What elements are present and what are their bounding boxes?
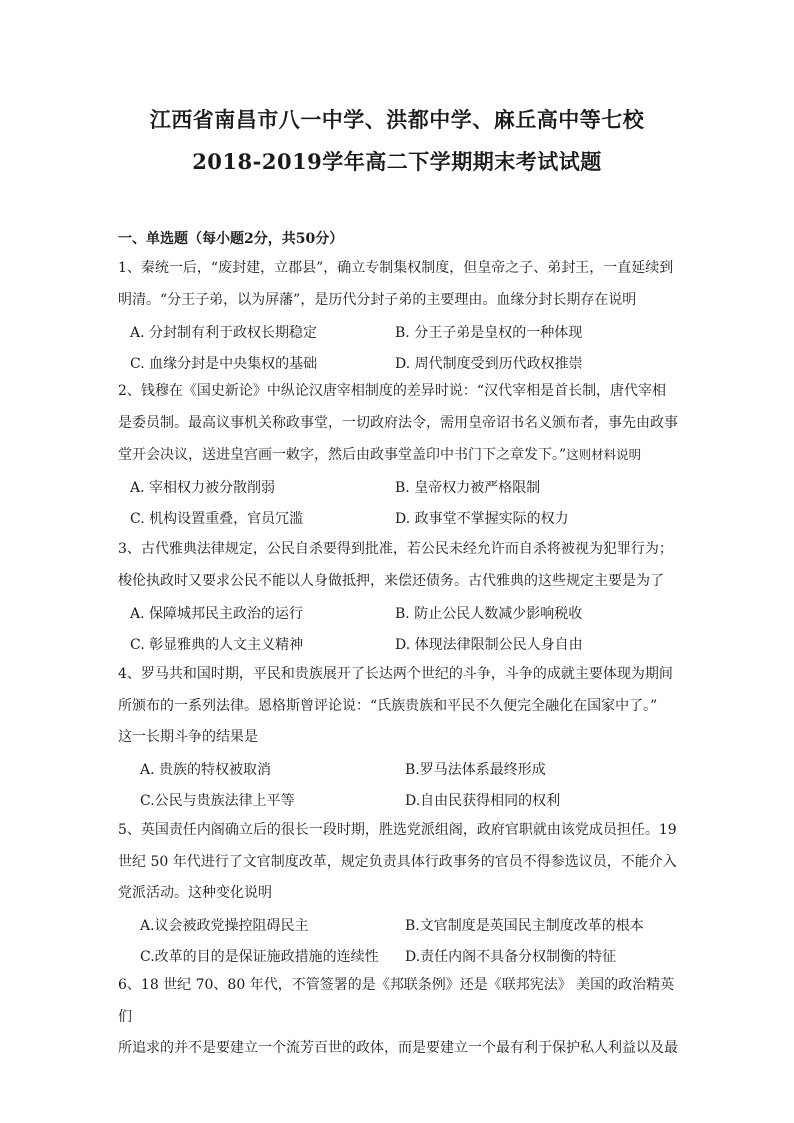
question-1 [118,253,678,316]
exam-title-line1: 江西省南昌市八一中学、洪都中学、麻丘高中等七校 [149,107,645,132]
option-c[interactable]: C.公民与贵族法律上平等 [140,793,295,810]
question-line: 2、钱穆在《国史新论》中纵论汉唐宰相制度的差异时说：“汉代宰相是首长制，唐代宰相 [118,383,667,399]
question-line: 党派活动。这种变化说明 [118,885,272,901]
question-line: 世纪 50 年代进行了文官制度改革，规定负责具体行政事务的官员不得参选议员，不能介入 [118,853,677,870]
option-d[interactable]: D.责任内阁不具备分权制衡的特征 [405,949,617,966]
option-b[interactable]: B. 皇帝权力被严格限制 [395,479,541,496]
option-a[interactable]: A. 贵族的特权被取消 [140,761,272,778]
option-c[interactable]: C. 血缘分封是中央集权的基础 [130,356,318,373]
question-2-options [130,471,690,534]
question-line: 这一长期斗争的结果是 [118,729,258,745]
question-line: 明清。“分王子弟，以为屏藩”，是历代分封子弟的主要理由。血缘分封长期存在说明 [118,291,637,308]
question-line-note: 这则材料说明 [566,447,642,462]
option-b[interactable]: B.罗马法体系最终形成 [405,761,546,778]
question-5-options [140,909,700,972]
exam-title-line2: 2018-2019学年高二下学期期末考试试题 [192,149,602,174]
question-line: 是委员制。最高议事机关称政事堂，一切政府法令，需用皇帝诏书名义颁布者，事先由政事 [118,414,678,431]
option-d[interactable]: D. 政事堂不掌握实际的权力 [395,511,569,528]
option-a[interactable]: A. 保障城邦民主政治的运行 [130,605,304,622]
question-3-options [130,597,690,660]
question-2 [118,376,678,472]
question-4-options [140,753,700,816]
section-heading: 一、单选题（每小题2分，共50分） [118,231,344,247]
option-a[interactable]: A. 宰相权力被分散削弱 [130,479,276,496]
option-b[interactable]: B.文官制度是英国民主制度改革的根本 [405,917,644,934]
option-a[interactable]: A.议会被政党操控阻碍民主 [140,917,309,934]
option-d[interactable]: D.自由民获得相同的权利 [405,793,561,810]
question-line: 1、秦统一后，“废封建，立郡县”，确立专制集权制度，但皇帝之子、弟封王，一直延续到 [118,260,674,276]
question-6 [118,970,678,1065]
option-b[interactable]: B. 防止公民人数减少影响税收 [395,605,583,622]
question-line: 梭伦执政时又要求公民不能以人身做抵押，来偿还债务。古代雅典的这些规定主要是为了 [118,572,664,589]
question-line: 所追求的并不是要建立一个流芳百世的政体，而是要建立一个最有利于保护私人利益以及最 [118,1040,678,1056]
option-a[interactable]: A. 分封制有利于政权长期稳定 [130,324,318,341]
question-5 [118,815,678,910]
question-4 [118,659,678,754]
question-3 [118,534,678,597]
option-b[interactable]: B. 分王子弟是皇权的一种体现 [395,324,583,341]
question-line: 3、古代雅典法律规定，公民自杀要得到批准，若公民未经允许而自杀将被视为犯罪行为； [118,541,673,557]
option-d[interactable]: D. 体现法律限制公民人身自由 [395,637,583,654]
question-1-options [130,316,690,379]
question-line: 6、18 世纪 70、80 年代，不管签署的是《邦联条例》还是《联邦宪法》 美国的政治精英们 [118,977,675,1025]
question-line: 4、罗马共和国时期，平民和贵族展开了长达两个世纪的斗争，斗争的成就主要体现为期间 [118,666,673,682]
question-line-main: 堂开会决议，送进皇宫画一敕字，然后由政事堂盖印中书门下之章发下。” [118,447,567,463]
question-line: 5、英国责任内阁确立后的很长一段时期，胜选党派组阁，政府官职就由该党成员担任。19 [118,822,677,838]
option-c[interactable]: C. 彰显雅典的人文主义精神 [130,637,304,654]
question-line: 所颁布的一系列法律。恩格斯曾评论说：“氏族贵族和平民不久便完全融化在国家中了。” [118,697,658,714]
option-c[interactable]: C.改革的目的是保证施政措施的连续性 [140,949,379,966]
option-c[interactable]: C. 机构设置重叠，官员冗滥 [130,511,304,528]
option-d[interactable]: D. 周代制度受到历代政权推崇 [395,356,583,373]
question-line [118,439,678,472]
